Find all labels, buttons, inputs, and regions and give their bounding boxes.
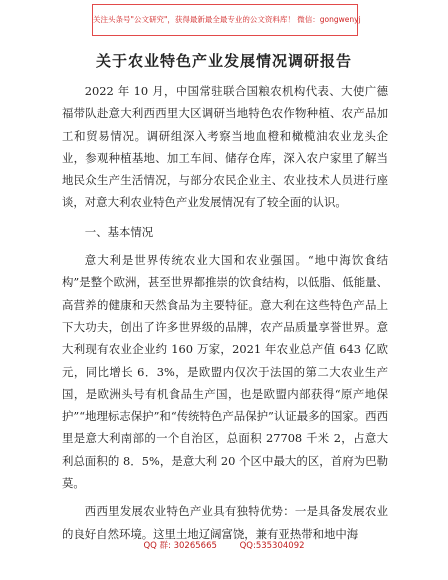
document-body	[62, 80, 388, 545]
section-heading: 一、基本情况	[84, 224, 154, 239]
body-paragraph: 西西里发展农业特色产业具有独特优势：一是具备发展农业的良好自然环境。这里土地辽阔富饶，兼有亚热带和地中海	[62, 504, 388, 541]
footer-qq-group: QQ 群: 30265665	[143, 541, 217, 551]
body-paragraph: 意大利是世界传统农业大国和农业强国。“地中海饮食结构”是整个欧洲，甚至世界都推崇的饮食结构，以低脂、低能量、高营养的健康和天然食品为主要特征。意大利在这些特色产品上下大功夫，创出了许多世界级的品牌，农产品质量享誉世界。意大利现有农业企业约 160 万家，2021 年农业总产值 643 亿欧元，同比增长 6．3%，是欧盟内仅次于法国的第二大农业生产国，是欧洲头号有机食品生产国，也是欧盟内部获得“原产地保护”“地理标志保护”和“传统特色产品保护”认证最多的国家。西西里是意大利南部的一个自治区，总面积 27708 千米 2，占意大利总面积的 8．5%，是意大利 20 个区中最大的区，首府为巴勒莫。	[62, 253, 388, 491]
header-banner	[92, 4, 361, 36]
banner-text: 关注头条号"公文研究"，获得最新最全最专业的公文资料库！ 微信：gongwenyj	[93, 15, 361, 24]
footer-qq: QQ:535304092	[239, 541, 305, 551]
document-title: 关于农业特色产业发展情况调研报告	[95, 52, 352, 70]
intro-paragraph: 2022 年 10 月，中国常驻联合国粮农机构代表、大使广德福带队赴意大利西西里大区调研当地特色农作物种植、农产品加工和贸易情况。调研组深入考察当地血橙和橄榄油农业龙头企业，参观种植基地、加工车间、储存仓库，深入农户家里了解当地民众生产生活情况，与部分农民企业主、农业技术人员进行座谈，对意大利农业特色产业发展情况有了较全面的认识。	[62, 84, 388, 210]
footer	[0, 539, 448, 551]
